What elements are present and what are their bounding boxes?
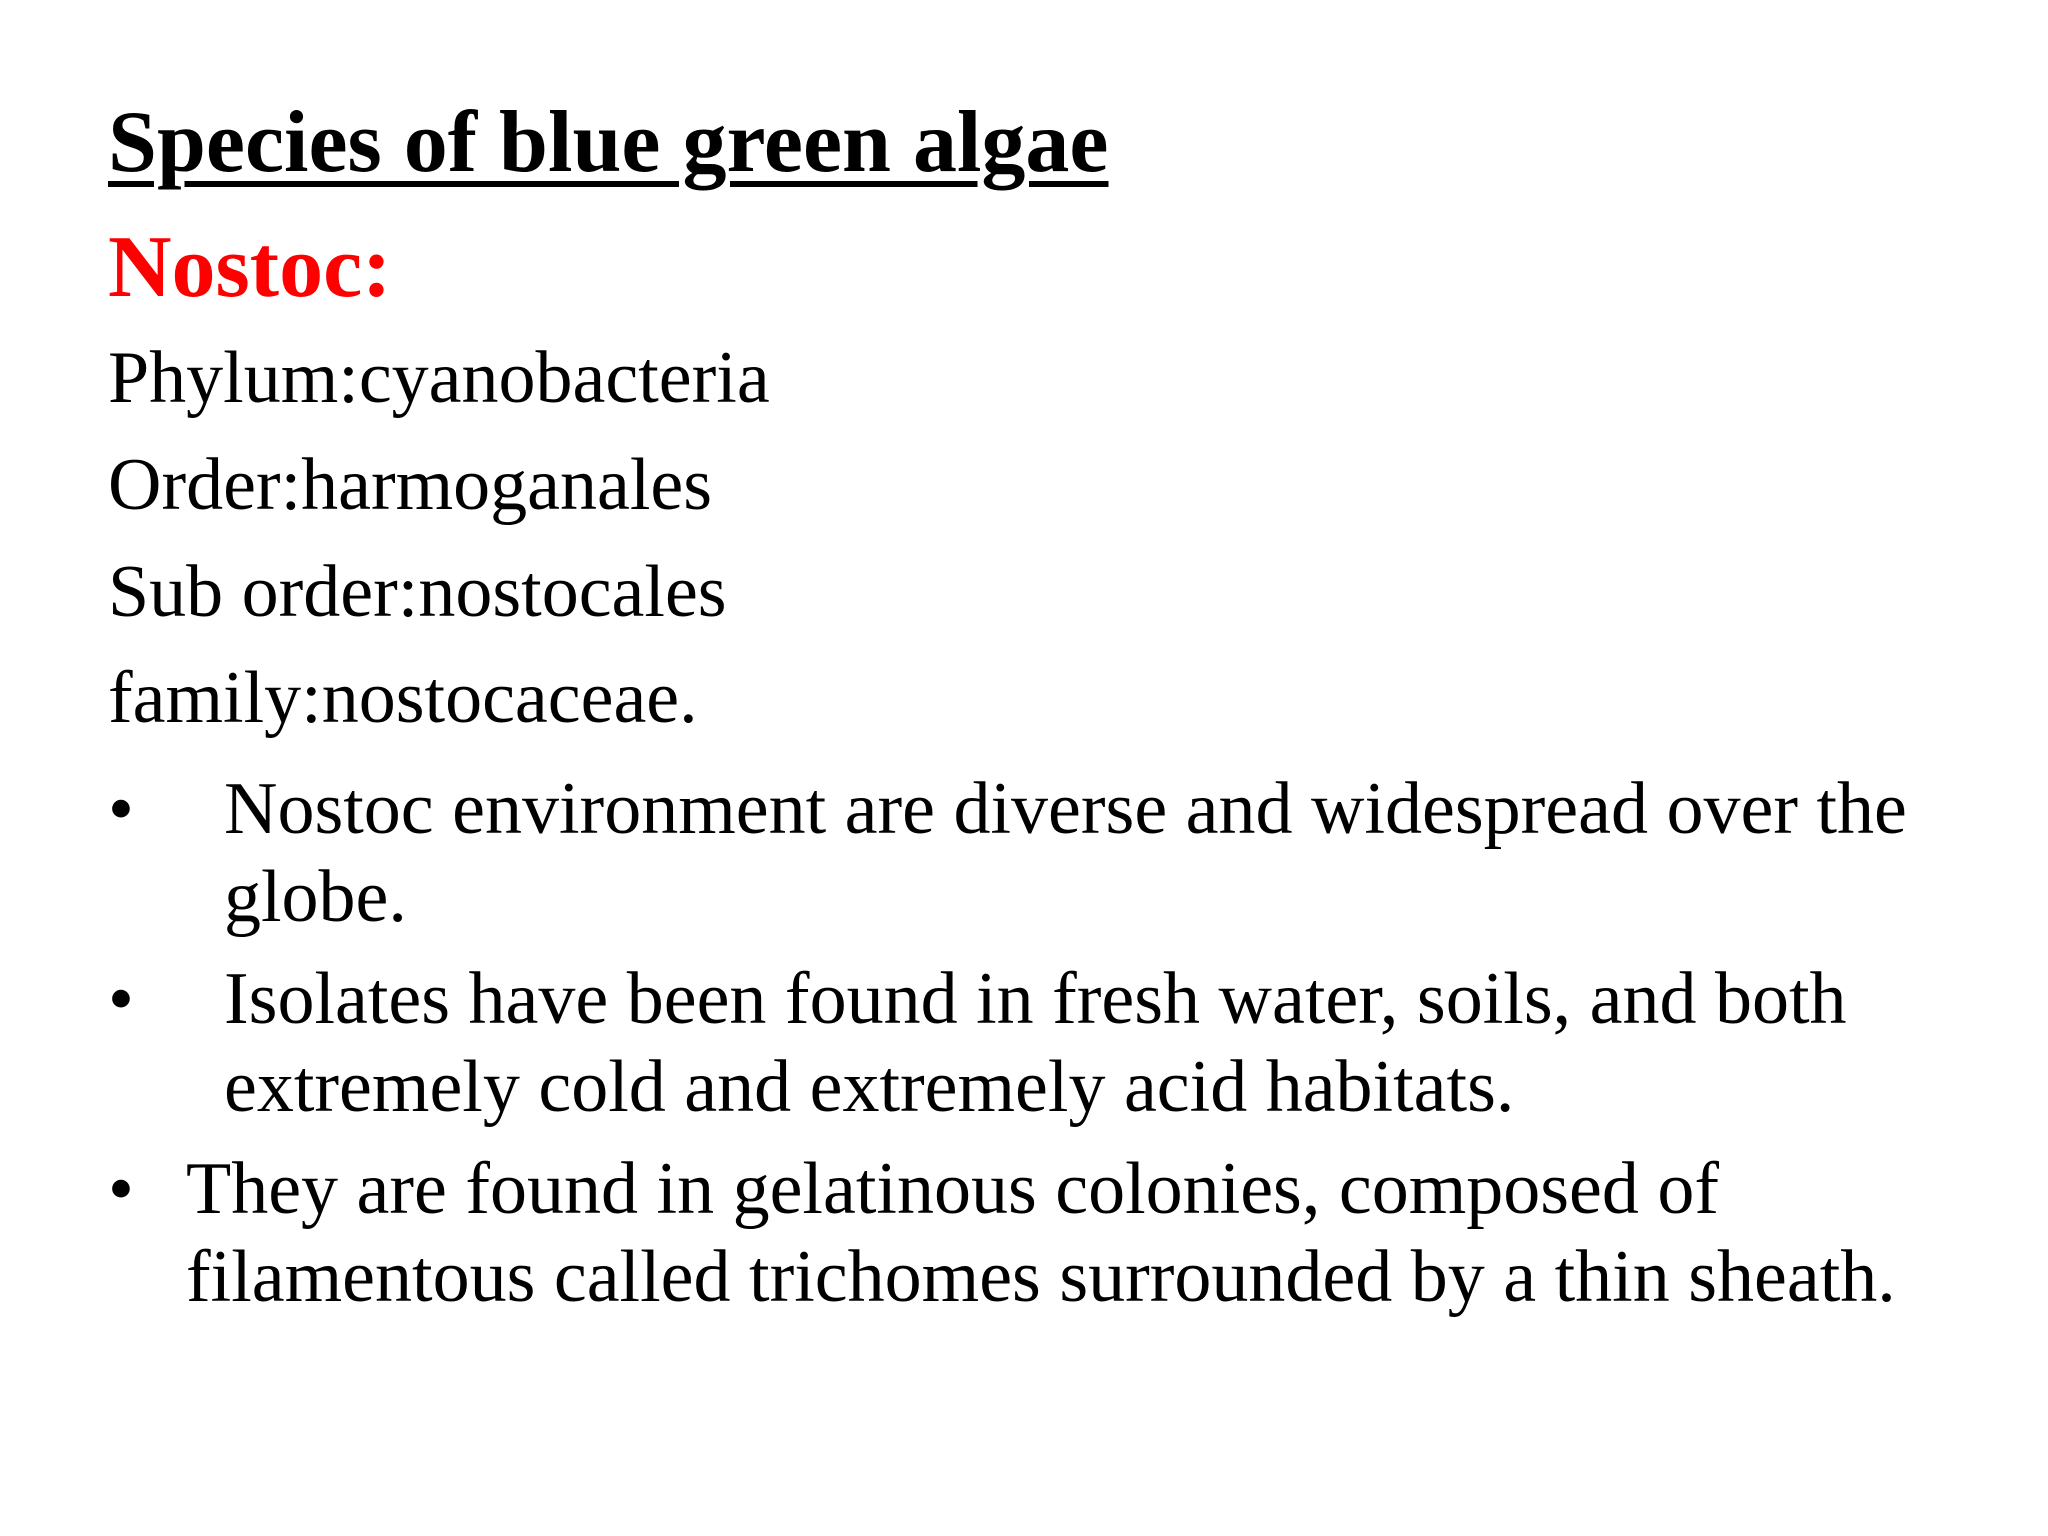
bullet-text: They are found in gelatinous colonies, composed of filamentous called trichomes surrounded by a thin sheath. xyxy=(186,1148,1896,1318)
bullet-icon: • xyxy=(108,958,134,1040)
slide-title: Species of blue green algae xyxy=(108,94,1109,191)
bullet-item xyxy=(108,955,1988,1131)
taxonomy-suborder: Sub order:nostocales xyxy=(108,551,727,633)
bullet-text: Isolates have been found in fresh water, soils, and both extremely cold and extremely acid habitats. xyxy=(224,958,1847,1128)
species-heading: Nostoc: xyxy=(108,219,392,316)
taxonomy-phylum: Phylum:cyanobacteria xyxy=(108,337,770,419)
bullet-text: Nostoc environment are diverse and widespread over the globe. xyxy=(224,768,1907,938)
bullet-item xyxy=(108,1145,1988,1321)
taxonomy-order: Order:harmoganales xyxy=(108,444,713,526)
bullet-icon: • xyxy=(108,768,134,850)
bullet-item xyxy=(108,765,1988,941)
bullet-list xyxy=(108,765,1988,1335)
bullet-icon: • xyxy=(108,1148,134,1230)
taxonomy-family: family:nostocaceae. xyxy=(108,657,698,739)
